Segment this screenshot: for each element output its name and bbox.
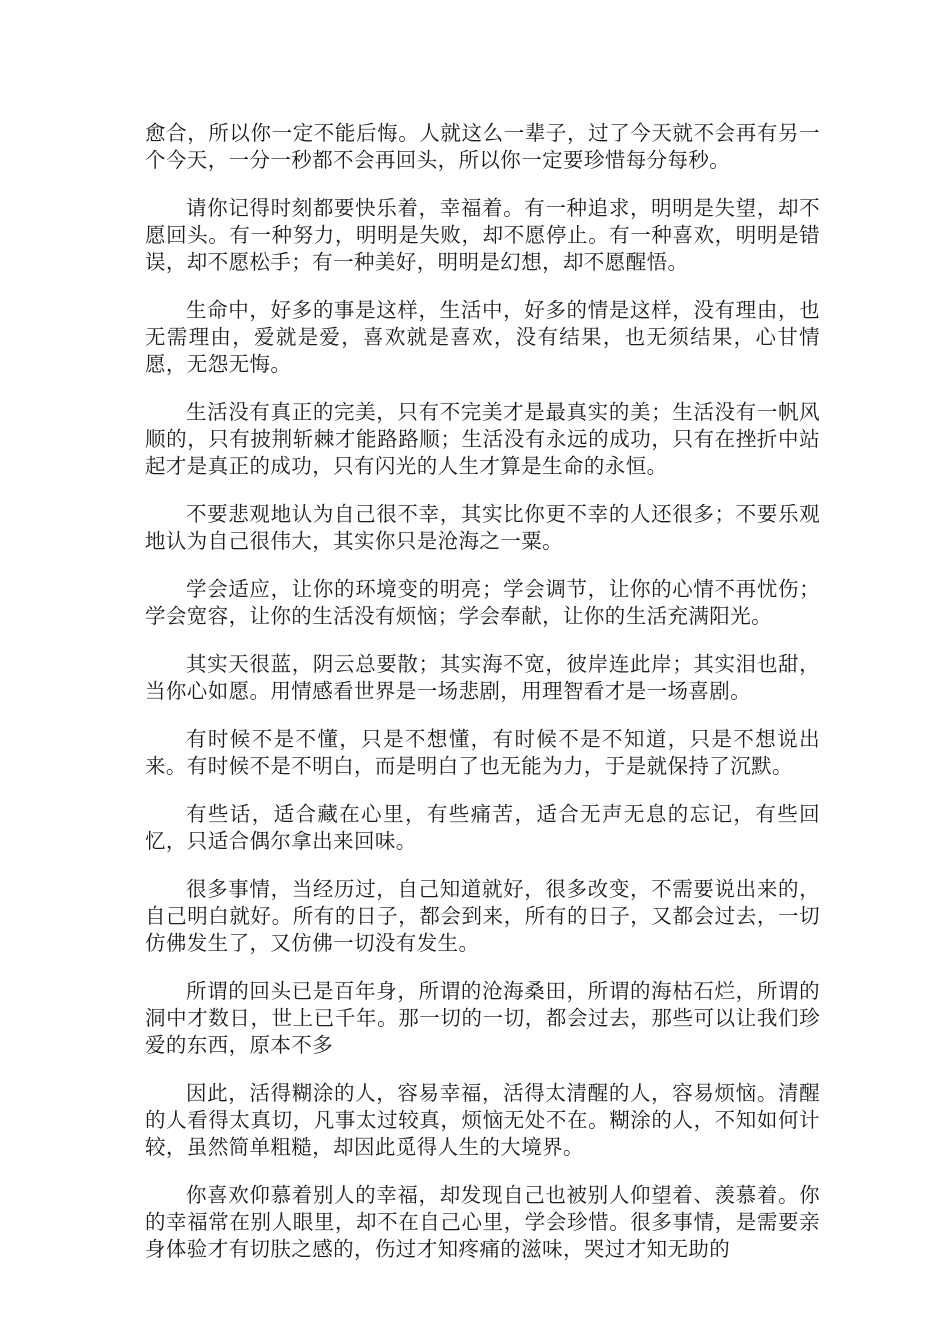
- paragraph-6: 学会适应，让你的环境变的明亮；学会调节，让你的心情不再忧伤；学会宽容，让你的生活没有烦恼；学会奉献，让你的生活充满阳光。: [145, 577, 820, 628]
- paragraph-10: 很多事情，当经历过，自己知道就好，很多改变，不需要说出来的，自己明白就好。所有的日子，都会到来，所有的日子，又都会过去，一切仿佛发生了，又仿佛一切没有发生。: [145, 877, 820, 955]
- paragraph-1: 愈合，所以你一定不能后悔。人就这么一辈子，过了今天就不会再有另一个今天，一分一秒都不会再回头，所以你一定要珍惜每分每秒。: [145, 121, 820, 172]
- paragraph-3: 生命中，好多的事是这样，生活中，好多的情是这样，没有理由，也无需理由，爱就是爱，喜欢就是喜欢，没有结果，也无须结果，心甘情愿，无怨无悔。: [145, 298, 820, 376]
- paragraph-12: 因此，活得糊涂的人，容易幸福，活得太清醒的人，容易烦恼。清醒的人看得太真切，凡事太过较真，烦恼无处不在。糊涂的人，不知如何计较，虽然简单粗糙，却因此觅得人生的大境界。: [145, 1081, 820, 1159]
- paragraph-2: 请你记得时刻都要快乐着，幸福着。有一种追求，明明是失望，却不愿回头。有一种努力，明明是失败，却不愿停止。有一种喜欢，明明是错误，却不愿松手；有一种美好，明明是幻想，却不愿醒悟。: [145, 196, 820, 274]
- paragraph-8: 有时候不是不懂，只是不想懂，有时候不是不知道，只是不想说出来。有时候不是不明白，而是明白了也无能为力，于是就保持了沉默。: [145, 727, 820, 778]
- document-page: [145, 120, 820, 1284]
- paragraph-13: 你喜欢仰慕着别人的幸福，却发现自己也被别人仰望着、羡慕着。你的幸福常在别人眼里，却不在自己心里，学会珍惜。很多事情，是需要亲身体验才有切肤之感的，伤过才知疼痛的滋味，哭过才知无助的: [145, 1183, 820, 1261]
- paragraph-4: 生活没有真正的完美，只有不完美才是最真实的美；生活没有一帆风顺的，只有披荆斩棘才能路路顺；生活没有永远的成功，只有在挫折中站起才是真正的成功，只有闪光的人生才算是生命的永恒。: [145, 400, 820, 478]
- paragraph-11: 所谓的回头已是百年身，所谓的沧海桑田，所谓的海枯石烂，所谓的洞中才数日，世上已千年。那一切的一切，都会过去，那些可以让我们珍爱的东西，原本不多: [145, 979, 820, 1057]
- paragraph-7: 其实天很蓝，阴云总要散；其实海不宽，彼岸连此岸；其实泪也甜，当你心如愿。用情感看世界是一场悲剧，用理智看才是一场喜剧。: [145, 652, 820, 703]
- paragraph-9: 有些话，适合藏在心里，有些痛苦，适合无声无息的忘记，有些回忆，只适合偶尔拿出来回味。: [145, 802, 820, 853]
- paragraph-5: 不要悲观地认为自己很不幸，其实比你更不幸的人还很多；不要乐观地认为自己很伟大，其实你只是沧海之一粟。: [145, 502, 820, 553]
